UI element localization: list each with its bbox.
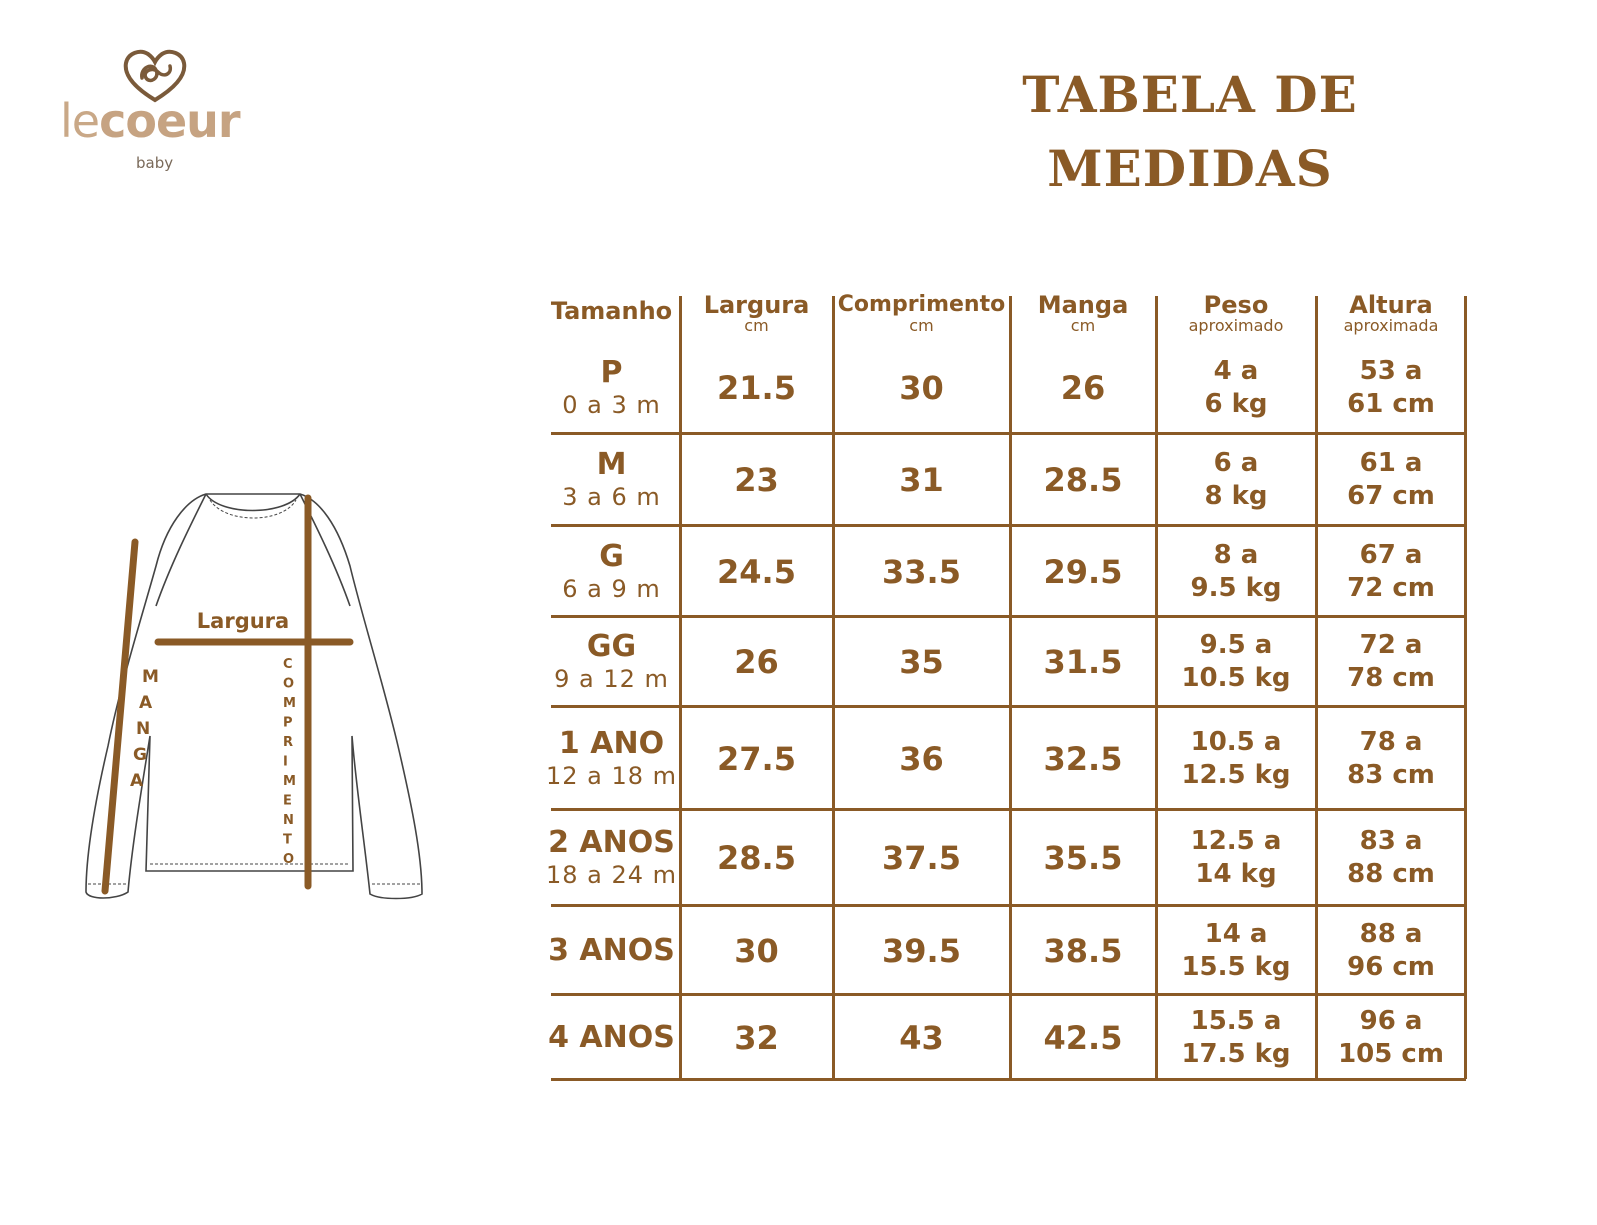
page-title [970, 58, 1410, 206]
peso-value [1156, 618, 1316, 706]
header-cell-2 [833, 292, 1010, 334]
altura-to: 72 cm [1347, 572, 1435, 603]
comprimento-value: 39.5 [882, 931, 961, 970]
peso-from: 15.5 a [1190, 1005, 1282, 1036]
altura-from: 96 a [1359, 1005, 1423, 1036]
header-cell-3 [1010, 292, 1156, 334]
peso-value [1156, 907, 1316, 994]
peso-to: 6 kg [1204, 388, 1268, 419]
header-sublabel: cm [909, 316, 934, 335]
size-age-range: 6 a 9 m [562, 574, 661, 603]
peso-value [1156, 527, 1316, 616]
manga-value: 28.5 [1043, 461, 1123, 499]
comprimento-value: 37.5 [882, 839, 961, 877]
largura-value: 26 [734, 643, 779, 681]
header-label: Largura [703, 291, 810, 319]
altura-value [1316, 811, 1466, 905]
peso-value [1156, 435, 1316, 525]
manga-value: 42.5 [1043, 1018, 1123, 1057]
size-age-range: 0 a 3 m [562, 390, 661, 419]
size-cell [543, 811, 680, 905]
manga-value: 38.5 [1043, 931, 1123, 970]
peso-to: 10.5 kg [1181, 663, 1291, 693]
size-cell [543, 527, 680, 616]
manga-label: M A N G A [130, 667, 159, 791]
altura-to: 78 cm [1347, 663, 1435, 693]
peso-value [1156, 811, 1316, 905]
header-label: Peso [1203, 291, 1269, 319]
altura-from: 53 a [1359, 355, 1423, 386]
comprimento-value: 35 [899, 643, 944, 681]
header-label: Manga [1037, 291, 1129, 319]
comprimento-value: 31 [899, 461, 944, 499]
manga-value: 31.5 [1043, 643, 1123, 681]
altura-from: 72 a [1359, 630, 1423, 660]
manga-value: 32.5 [1043, 739, 1123, 778]
comprimento-label: C O M P R I M E N T O [283, 657, 296, 867]
largura-value: 30 [734, 931, 779, 970]
header-label: Altura [1349, 291, 1433, 319]
peso-to: 14 kg [1195, 859, 1277, 889]
peso-from: 4 a [1213, 355, 1259, 386]
altura-value [1316, 342, 1466, 433]
comprimento-value: 43 [899, 1018, 944, 1057]
manga-value: 29.5 [1043, 552, 1123, 591]
size-age-range: 18 a 24 m [545, 861, 678, 889]
size-cell [543, 435, 680, 525]
peso-to: 12.5 kg [1181, 759, 1291, 790]
size-name: 1 ANO [558, 725, 665, 761]
header-sublabel: cm [1070, 316, 1096, 335]
header-label: Comprimento [837, 292, 1006, 317]
largura-value: 32 [734, 1018, 779, 1057]
size-cell [543, 708, 680, 809]
header-label: Tamanho [550, 297, 673, 325]
size-cell [543, 996, 680, 1079]
shirt-diagram [80, 486, 440, 916]
altura-value [1316, 996, 1466, 1079]
altura-value [1316, 435, 1466, 525]
altura-value [1316, 618, 1466, 706]
manga-measure-bar [105, 542, 135, 891]
altura-from: 61 a [1359, 448, 1423, 478]
altura-to: 61 cm [1347, 388, 1435, 419]
peso-from: 12.5 a [1190, 826, 1282, 856]
manga-value: 26 [1060, 368, 1106, 407]
title-line-1: TABELA DE [1022, 65, 1358, 124]
logo-wordmark: lecoeur [60, 94, 240, 148]
size-age-range: 9 a 12 m [554, 665, 669, 693]
size-name: M [596, 447, 627, 482]
altura-to: 67 cm [1347, 481, 1435, 511]
size-name: P [600, 354, 623, 390]
logo-subtitle: baby [136, 154, 174, 172]
altura-value [1316, 527, 1466, 616]
altura-from: 67 a [1359, 539, 1423, 570]
altura-value [1316, 907, 1466, 994]
altura-from: 88 a [1359, 918, 1423, 949]
largura-value: 27.5 [717, 739, 796, 778]
altura-to: 105 cm [1338, 1038, 1444, 1069]
largura-value: 24.5 [717, 552, 796, 591]
title-line-2: MEDIDAS [1047, 139, 1333, 198]
peso-from: 6 a [1213, 448, 1259, 478]
size-name: G [599, 538, 624, 574]
altura-to: 96 cm [1347, 951, 1435, 982]
size-name: 3 ANOS [548, 932, 675, 968]
manga-value: 35.5 [1043, 839, 1123, 877]
peso-from: 14 a [1204, 918, 1268, 949]
size-age-range: 12 a 18 m [545, 761, 678, 790]
header-sublabel: cm [744, 316, 769, 335]
largura-value: 23 [734, 461, 779, 499]
peso-to: 9.5 kg [1190, 572, 1282, 603]
size-cell [543, 907, 680, 994]
peso-from: 10.5 a [1190, 726, 1282, 757]
largura-value: 28.5 [717, 839, 796, 877]
peso-value [1156, 996, 1316, 1079]
comprimento-value: 33.5 [882, 552, 961, 591]
peso-value [1156, 342, 1316, 433]
altura-from: 78 a [1359, 726, 1423, 757]
largura-value: 21.5 [717, 368, 796, 407]
size-cell [543, 342, 680, 433]
size-name: 2 ANOS [548, 825, 675, 860]
peso-from: 9.5 a [1199, 630, 1273, 660]
size-name: GG [586, 629, 637, 664]
peso-to: 8 kg [1204, 481, 1268, 511]
comprimento-value: 30 [899, 368, 944, 407]
peso-to: 17.5 kg [1181, 1038, 1291, 1069]
altura-value [1316, 708, 1466, 809]
header-sublabel: aproximado [1188, 316, 1284, 335]
size-age-range: 3 a 6 m [562, 483, 661, 511]
largura-label: Largura [196, 609, 290, 633]
peso-value [1156, 708, 1316, 809]
peso-from: 8 a [1213, 539, 1259, 570]
altura-to: 88 cm [1347, 859, 1435, 889]
header-cell-4 [1156, 292, 1316, 334]
size-name: 4 ANOS [548, 1019, 675, 1055]
peso-to: 15.5 kg [1181, 951, 1291, 982]
header-cell-1 [680, 292, 833, 334]
brand-logo [60, 48, 260, 178]
header-cell-5 [1316, 292, 1466, 334]
header-cell-0 [543, 294, 680, 324]
size-cell [543, 618, 680, 706]
header-sublabel: aproximada [1343, 316, 1439, 335]
comprimento-value: 36 [899, 739, 944, 778]
altura-from: 83 a [1359, 826, 1423, 856]
altura-to: 83 cm [1347, 759, 1435, 790]
